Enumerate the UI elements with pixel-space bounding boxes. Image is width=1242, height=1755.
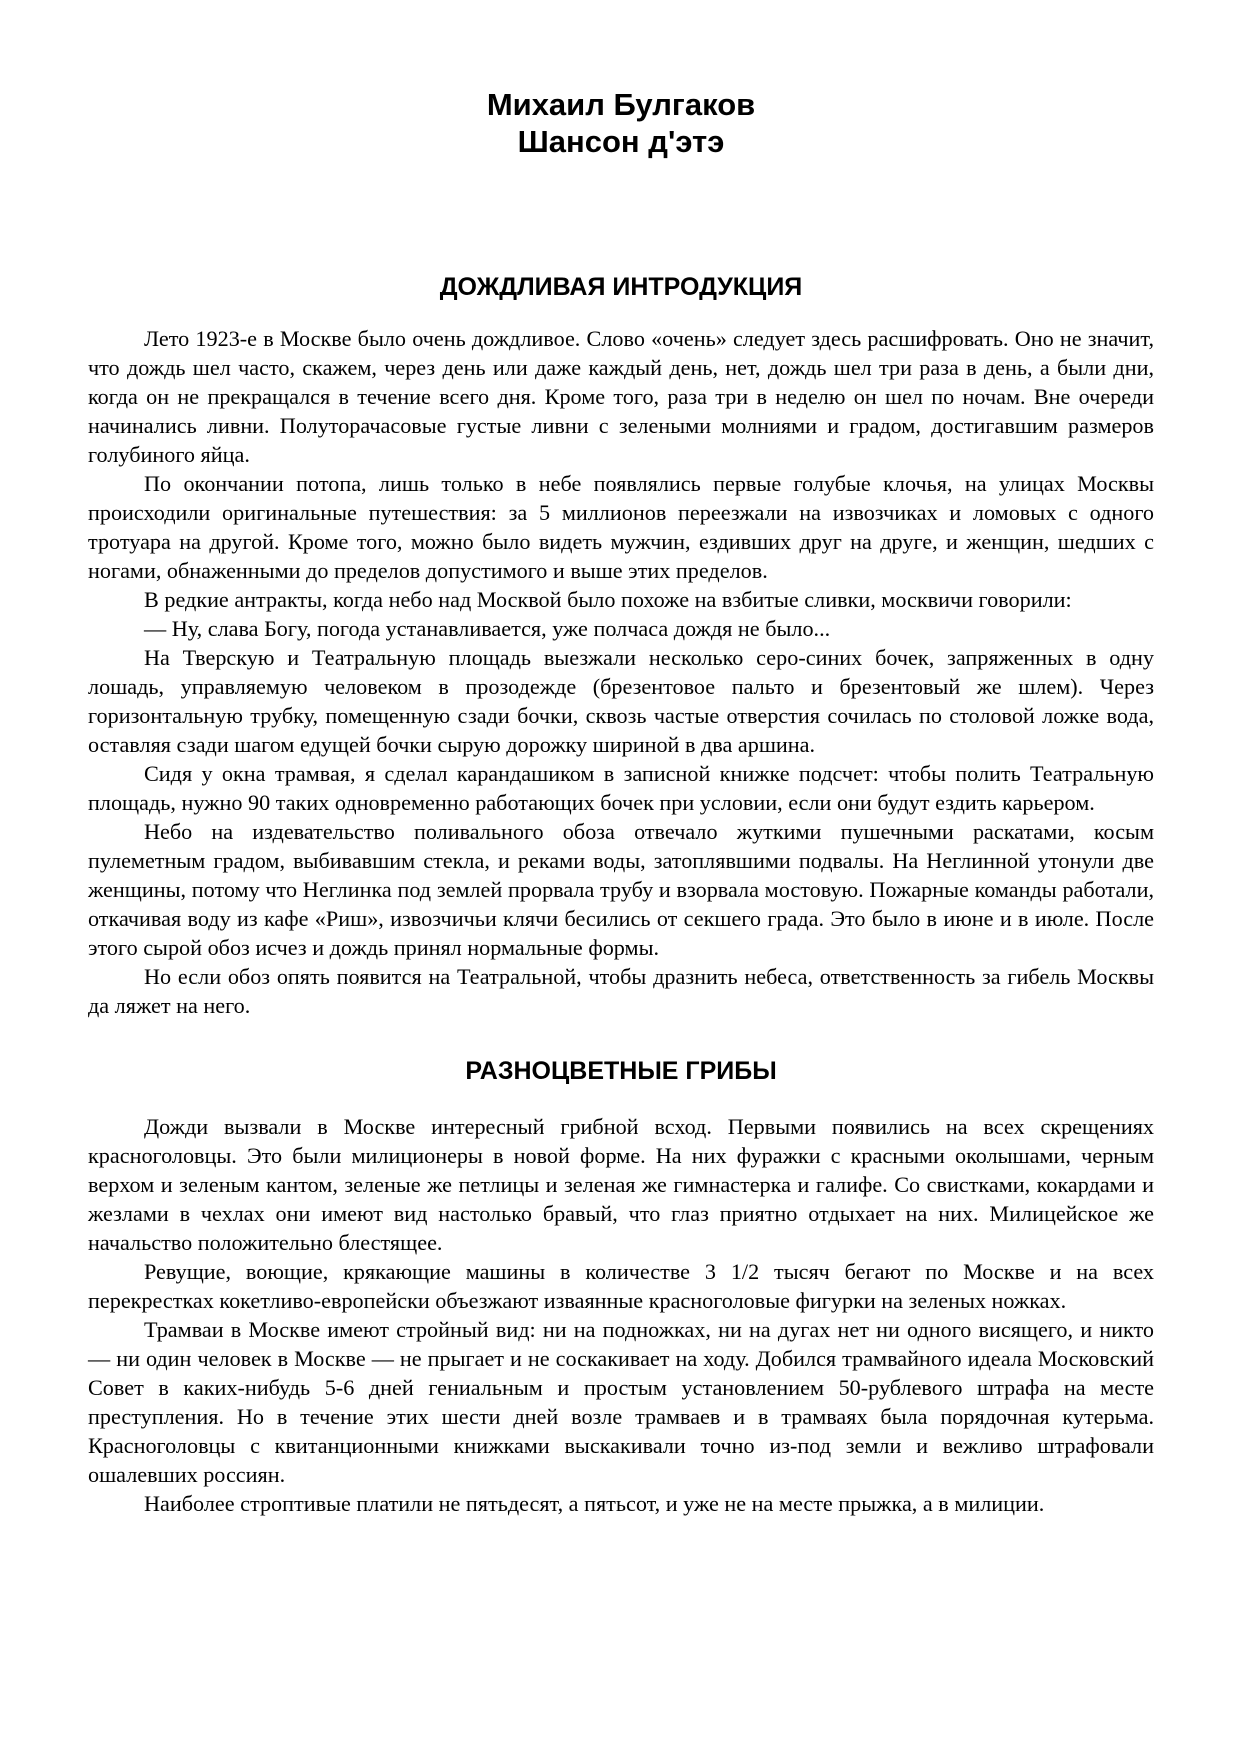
paragraph: Небо на издевательство поливального обоза отвечало жуткими пушечными раскатами, косым пулеметным градом, выбивавшим стекла, и реками воды, затоплявшими подвалы. На Неглинной утонули две женщины, потому что Неглинка под землей прорвала трубу и взорвала мостовую. Пожарные команды работали, откачивая воду из кафе «Риш», извозчичьи клячи бесились от секшего града. Это было в июне и в июле. После этого сырой обоз исчез и дождь принял нормальные формы.: [88, 819, 1154, 960]
section-heading: РАЗНОЦВЕТНЫЕ ГРИБЫ: [465, 1057, 777, 1085]
paragraph: Дожди вызвали в Москве интересный грибной всход. Первыми появились на всех скрещениях красноголовцы. Это были милиционеры в новой форме. На них фуражки с красными околышами, черным верхом и зеленым кантом, зеленые же петлицы и зеленая же гимнастерка и галифе. Со свистками, кокардами и жезлами в чехлах они имеют вид настолько бравый, что глаз приятно отдыхает на них. Милицейское же начальство положительно блестящее.: [88, 1114, 1154, 1255]
paragraph: По окончании потопа, лишь только в небе появлялись первые голубые клочья, на улицах Москвы происходили оригинальные путешествия: за 5 миллионов переезжали на извозчиках и ломовых с одного тротуара на другой. Кроме того, можно было видеть мужчин, ездивших друг на друге, и женщин, шедших с ногами, обнаженными до пределов допустимого и выше этих пределов.: [88, 471, 1154, 583]
paragraph: Наиболее строптивые платили не пятьдесят, а пятьсот, и уже не на месте прыжка, а в милиции.: [144, 1491, 1045, 1516]
author-name: Михаил Булгаков: [486, 87, 756, 122]
paragraph: Сидя у окна трамвая, я сделал карандашиком в записной книжке подсчет: чтобы полить Театральную площадь, нужно 90 таких одновременно работающих бочек при условии, если они будут ездить карьером.: [88, 761, 1154, 815]
paragraph: — Ну, слава Богу, погода устанавливается, уже полчаса дождя не было...: [144, 616, 831, 641]
section-rainy-introduction: [88, 272, 1154, 1020]
paragraph: Ревущие, воющие, крякающие машины в количестве 3 1/2 тысяч бегают по Москве и на всех перекрестках кокетливо-европейски объезжают изваянные красноголовые фигурки на зеленых ножках.: [88, 1259, 1154, 1313]
paragraph: Но если обоз опять появится на Театральной, чтобы дразнить небеса, ответственность за гибель Москвы да ляжет на него.: [88, 964, 1154, 1018]
paragraph: В редкие антракты, когда небо над Москвой было похоже на взбитые сливки, москвичи говорили:: [144, 587, 1072, 612]
title-block: [88, 86, 1154, 160]
section-colorful-mushrooms: [88, 1056, 1154, 1518]
document-title: Шансон д'этэ: [517, 124, 725, 159]
paragraph: Лето 1923-е в Москве было очень дождливое. Слово «очень» следует здесь расшифровать. Оно не значит, что дождь шел часто, скажем, через день или даже каждый день, нет, дождь шел три раза в день, а были дни, когда он не прекращался в течение всего дня. Кроме того, раза три в неделю он шел по ночам. Вне очереди начинались ливни. Полуторачасовые густые ливни с зелеными молниями и градом, достигавшим размеров голубиного яйца.: [88, 326, 1154, 467]
paragraph: Трамваи в Москве имеют стройный вид: ни на подножках, ни на дугах нет ни одного висящего, и никто — ни один человек в Москве — не прыгает и не соскакивает на ходу. Добился трамвайного идеала Московский Совет в каких-нибудь 5-6 дней гениальным и простым установлением 50-рублевого штрафа на месте преступления. Но в течение этих шести дней возле трамваев и в трамваях была порядочная кутерьма. Красноголовцы с квитанционными книжками выскакивали точно из-под земли и вежливо штрафовали ошалевших россиян.: [88, 1317, 1154, 1487]
paragraph: На Тверскую и Театральную площадь выезжали несколько серо-синих бочек, запряженных в одну лошадь, управляемую человеком в прозодежде (брезентовое пальто и брезентовый же шлем). Через горизонтальную трубку, помещенную сзади бочки, сквозь частые отверстия сочилась по столовой ложке вода, оставляя сзади шагом едущей бочки сырую дорожку шириной в два аршина.: [88, 645, 1154, 757]
section-heading: ДОЖДЛИВАЯ ИНТРОДУКЦИЯ: [439, 273, 803, 301]
